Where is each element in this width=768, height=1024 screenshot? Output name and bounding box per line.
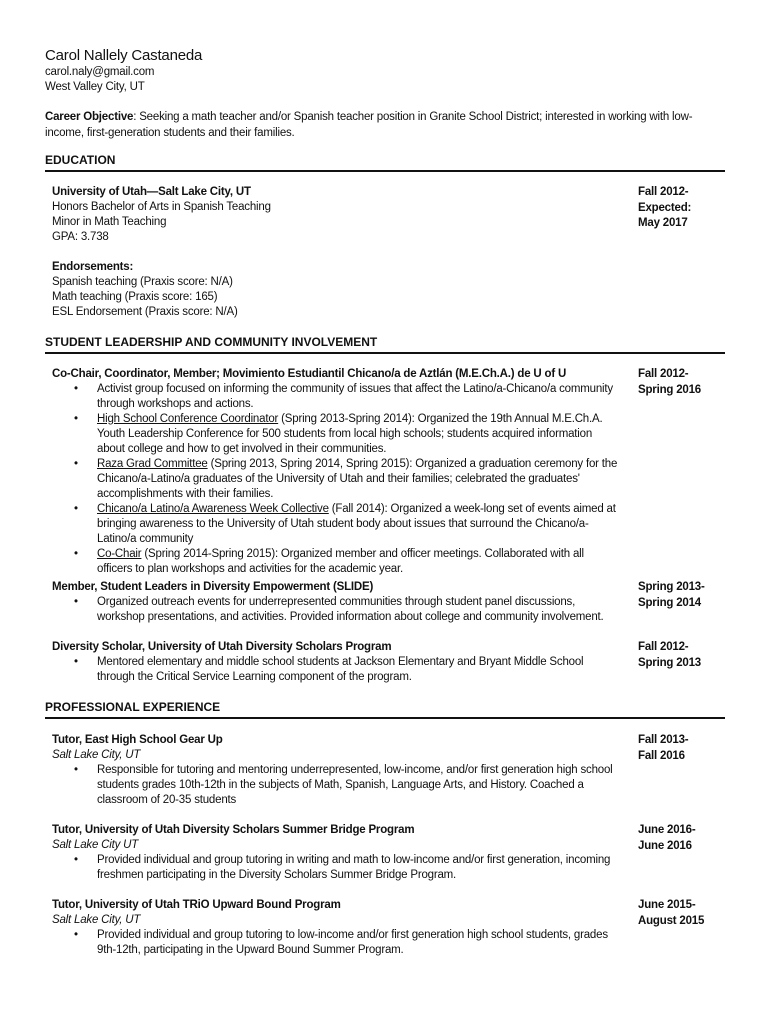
section-divider xyxy=(45,352,725,354)
date-line: May 2017 xyxy=(638,217,688,229)
degree-line: Honors Bachelor of Arts in Spanish Teaching xyxy=(52,201,271,213)
leadership-entry xyxy=(52,367,732,577)
entry-location: Salt Lake City UT xyxy=(52,839,139,851)
school-name: University of Utah—Salt Lake City, UT xyxy=(52,186,251,198)
experience-entry xyxy=(52,823,732,883)
bullet-item: • Activist group focused on informing the community of issues that affect the Latino/a-Chicano/a community through workshops and actions. xyxy=(52,382,622,412)
date-line: Spring 2016 xyxy=(638,383,701,396)
bullet-item: • Provided individual and group tutoring to low-income and/or first generation high school students, grades 9th-12th, participating in the Upward Bound Summer Program. xyxy=(52,928,622,958)
date-line: Fall 2016 xyxy=(638,749,685,762)
degree-line: Minor in Math Teaching xyxy=(52,216,167,228)
date-line: August 2015 xyxy=(638,914,705,927)
section-divider xyxy=(45,170,725,172)
date-line: Spring 2013- xyxy=(638,581,705,593)
date-line: Fall 2012- xyxy=(638,186,689,198)
date-line: June 2015- xyxy=(638,899,696,911)
endorsement-item: ESL Endorsement (Praxis score: N/A) xyxy=(52,306,238,318)
bullet-item: • Co-Chair (Spring 2014-Spring 2015): Organized member and officer meetings. Collaborated with all officers to plan workshops and activities for the academic year. xyxy=(52,547,622,577)
leadership-heading: STUDENT LEADERSHIP AND COMMUNITY INVOLVEMENT xyxy=(45,335,378,349)
entry-dates xyxy=(638,733,688,764)
applicant-name: Carol Nallely Castaneda xyxy=(45,47,203,64)
entry-dates xyxy=(638,367,701,398)
bullet-item: • Responsible for tutoring and mentoring underrepresented, low-income, and/or first generation high school students grades 10th-12th in the subjects of Math, Spanish, Language Arts, and History. Coached a classroom of 20-35 students xyxy=(52,763,622,808)
education-dates xyxy=(638,185,691,232)
entry-dates xyxy=(638,898,704,929)
bullet-item: • Mentored elementary and middle school students at Jackson Elementary and Bryant Middle School through the Critical Service Learning component of the program. xyxy=(52,655,622,685)
leadership-entry xyxy=(52,580,732,625)
date-line: Spring 2014 xyxy=(638,596,701,609)
date-line: Fall 2012- xyxy=(638,641,689,653)
experience-entry xyxy=(52,733,732,808)
date-line: June 2016- xyxy=(638,824,696,836)
entry-title: Diversity Scholar, University of Utah Diversity Scholars Program xyxy=(52,641,392,653)
bullet-item: • Provided individual and group tutoring in writing and math to low-income and/or first generation, incoming freshmen participating in the Diversity Scholars Summer Bridge Program. xyxy=(52,853,622,883)
date-line: Expected: xyxy=(638,201,692,214)
education-heading: EDUCATION xyxy=(45,153,116,167)
date-line: June 2016 xyxy=(638,839,692,852)
bullet-item: • Raza Grad Committee (Spring 2013, Spring 2014, Spring 2015): Organized a graduation ceremony for the Chicano/a-Latino/a graduates of the University of Utah and their families; celebrated the graduates' accomplishments with their families. xyxy=(52,457,622,502)
bullet-item: • Organized outreach events for underrepresented communities through student panel discussions, workshop presentations, and activities. Provided information about college and community involvement. xyxy=(52,595,622,625)
career-objective xyxy=(45,109,725,141)
entry-location: Salt Lake City, UT xyxy=(52,914,141,926)
entry-dates xyxy=(638,640,701,671)
entry-title: Co-Chair, Coordinator, Member; Movimiento Estudiantil Chicano/a de Aztlán (M.E.Ch.A.) de U of U xyxy=(52,368,567,380)
email-address: carol.naly@gmail.com xyxy=(45,66,155,78)
objective-text: : Seeking a math teacher and/or Spanish teacher position in Granite School District; interested in working with low-income, first-generation students and their families. xyxy=(45,111,693,139)
entry-dates xyxy=(638,823,695,854)
endorsements-label: Endorsements: xyxy=(52,261,134,273)
location: West Valley City, UT xyxy=(45,81,145,93)
bullet-item: • High School Conference Coordinator (Spring 2013-Spring 2014): Organized the 19th Annual M.E.Ch.A. Youth Leadership Conference for 500 students from local high schools; students acquired information about college and how to get involved in their communities. xyxy=(52,412,622,457)
section-divider xyxy=(45,717,725,719)
entry-title: Tutor, University of Utah Diversity Scholars Summer Bridge Program xyxy=(52,824,415,836)
entry-title: Tutor, University of Utah TRiO Upward Bound Program xyxy=(52,899,341,911)
bullet-item: • Chicano/a Latino/a Awareness Week Collective (Fall 2014): Organized a week-long set of events aimed at bringing awareness to the University of Utah student body about issues that surround the Chicano/a-Latino/a community xyxy=(52,502,622,547)
education-entry xyxy=(52,185,732,320)
entry-location: Salt Lake City, UT xyxy=(52,749,141,761)
entry-title: Member, Student Leaders in Diversity Empowerment (SLIDE) xyxy=(52,581,374,593)
objective-label: Career Objective xyxy=(45,111,134,123)
endorsement-item: Math teaching (Praxis score: 165) xyxy=(52,291,218,303)
date-line: Fall 2013- xyxy=(638,734,689,746)
experience-heading: PROFESSIONAL EXPERIENCE xyxy=(45,700,221,714)
gpa-line: GPA: 3.738 xyxy=(52,231,109,243)
endorsement-item: Spanish teaching (Praxis score: N/A) xyxy=(52,276,233,288)
date-line: Spring 2013 xyxy=(638,656,701,669)
entry-dates xyxy=(638,580,705,611)
experience-entry xyxy=(52,898,732,958)
date-line: Fall 2012- xyxy=(638,368,689,380)
leadership-entry xyxy=(52,640,732,685)
entry-title: Tutor, East High School Gear Up xyxy=(52,734,223,746)
